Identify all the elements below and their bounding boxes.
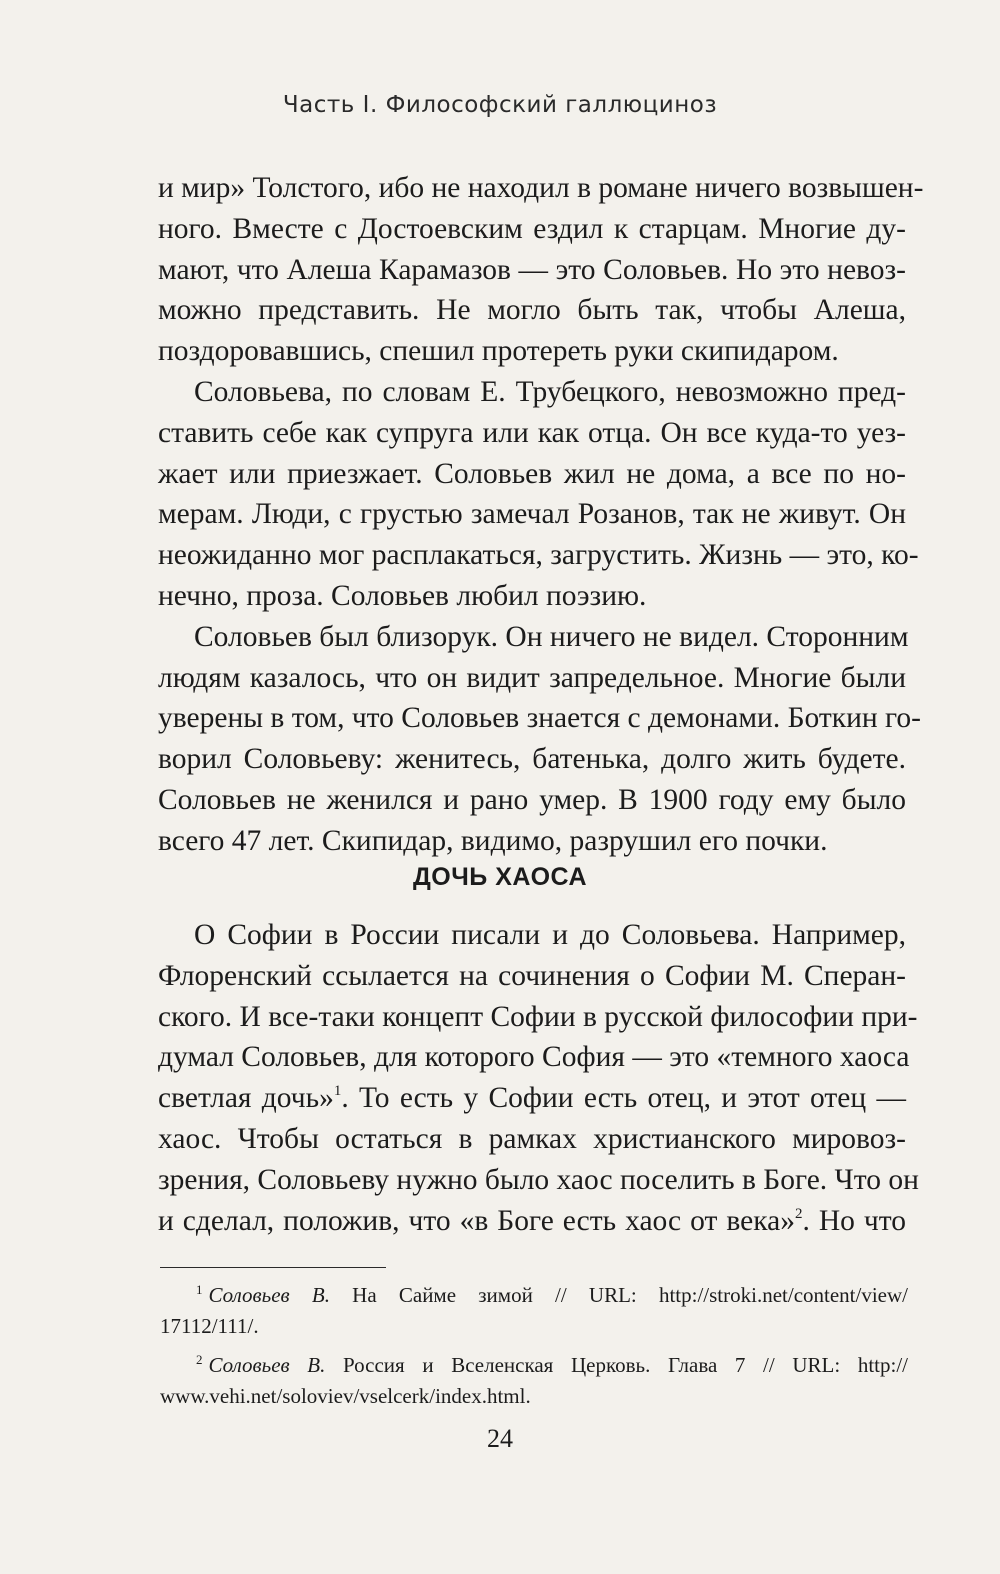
paragraph <box>158 168 924 372</box>
text-line: Соловьева, по словам Е. Трубецкого, невозможно пред- <box>194 375 906 408</box>
text-line: хаос. Чтобы остаться в рамках христианского мировоз- <box>158 1122 906 1155</box>
text-line: О Софии в России писали и до Соловьева. Например, <box>194 919 906 951</box>
paragraph <box>158 372 919 617</box>
page-number: 24 <box>487 1424 513 1453</box>
running-head: Часть I. Философский галлюциноз <box>282 92 718 118</box>
footnote-line <box>160 1280 908 1311</box>
text-line: думал Соловьев, для которого София — это «темного хаоса <box>158 1041 910 1074</box>
footnote-divider <box>160 1267 386 1268</box>
footnote-author: Соловьев В. <box>208 1353 326 1377</box>
text-fragment: светлая дочь» <box>158 1082 334 1115</box>
text-line: Флоренский ссылается на сочинения о Софии М. Сперан- <box>158 959 906 992</box>
text-line: ского. И все-таки концепт Софии в русской философии при- <box>158 1000 918 1033</box>
text-line: ного. Вместе с Достоевским ездил к старцам. Многие ду- <box>158 212 906 245</box>
text-line: Соловьев не женился и рано умер. В 1900 году ему было <box>158 783 906 816</box>
footnote-text: На Сайме зимой // URL: http://stroki.net/content/view/ <box>329 1283 908 1307</box>
text-line: уверены в том, что Соловьев знается с демонами. Боткин го- <box>158 702 921 735</box>
text-fragment: . Но что <box>802 1204 906 1237</box>
text-fragment: . То есть у Софии есть отец, и этот отец — <box>341 1082 906 1115</box>
text-line: можно представить. Не могло быть так, чтобы Алеша, <box>158 294 906 327</box>
footnote-number: 2 <box>196 1352 203 1367</box>
paragraph <box>158 617 921 862</box>
footnote-author: Соловьев В. <box>208 1283 330 1307</box>
text-line: и мир» Толстого, ибо не находил в романе ничего возвышен- <box>158 172 924 204</box>
text-line: неожиданно мог расплакаться, загрустить. Жизнь — это, ко- <box>158 539 919 572</box>
text-line: жает или приезжает. Соловьев жил не дома, а все по но- <box>158 457 906 490</box>
section-text <box>158 915 919 1241</box>
footnote-text: Россия и Вселенская Церковь. Глава 7 // URL: http:// <box>325 1353 908 1377</box>
main-text <box>158 168 924 862</box>
footnotes <box>160 1280 908 1412</box>
text-line <box>158 1078 906 1119</box>
text-line: ставить себе как супруга или как отца. Он все куда-то уез- <box>158 416 906 449</box>
text-line: мерам. Люди, с грустью замечал Розанов, так не живут. Он <box>158 498 906 531</box>
footnote-line: 17112/111/. <box>160 1314 259 1338</box>
footnote-number: 1 <box>196 1282 203 1297</box>
footnote <box>160 1280 908 1342</box>
footnote-ref[interactable]: 2 <box>794 1205 803 1222</box>
footnote-line <box>160 1350 908 1381</box>
section-heading: ДОЧЬ ХАОСА <box>412 863 588 891</box>
footnote-ref[interactable]: 1 <box>333 1083 342 1100</box>
text-line: зрения, Соловьеву нужно было хаос поселить в Боге. Что он <box>158 1163 919 1196</box>
text-line: нечно, проза. Соловьев любил поэзию. <box>158 579 647 612</box>
footnote <box>160 1350 908 1412</box>
footnote-line: www.vehi.net/soloviev/vselcerk/index.html. <box>160 1384 531 1408</box>
text-line: Соловьев был близорук. Он ничего не видел. Сторонним <box>194 620 909 653</box>
text-line: поздоровавшись, спешил протереть руки скипидаром. <box>158 335 839 368</box>
text-line: людям казалось, что он видит запредельное. Многие были <box>158 661 906 694</box>
text-fragment: и сделал, положив, что «в Боге есть хаос от века» <box>158 1204 795 1237</box>
text-line: ворил Соловьеву: женитесь, батенька, долго жить будете. <box>158 743 906 776</box>
text-line: всего 47 лет. Скипидар, видимо, разрушил его почки. <box>158 824 828 857</box>
text-line <box>158 1201 906 1242</box>
text-line: мают, что Алеша Карамазов — это Соловьев. Но это невоз- <box>158 253 906 286</box>
